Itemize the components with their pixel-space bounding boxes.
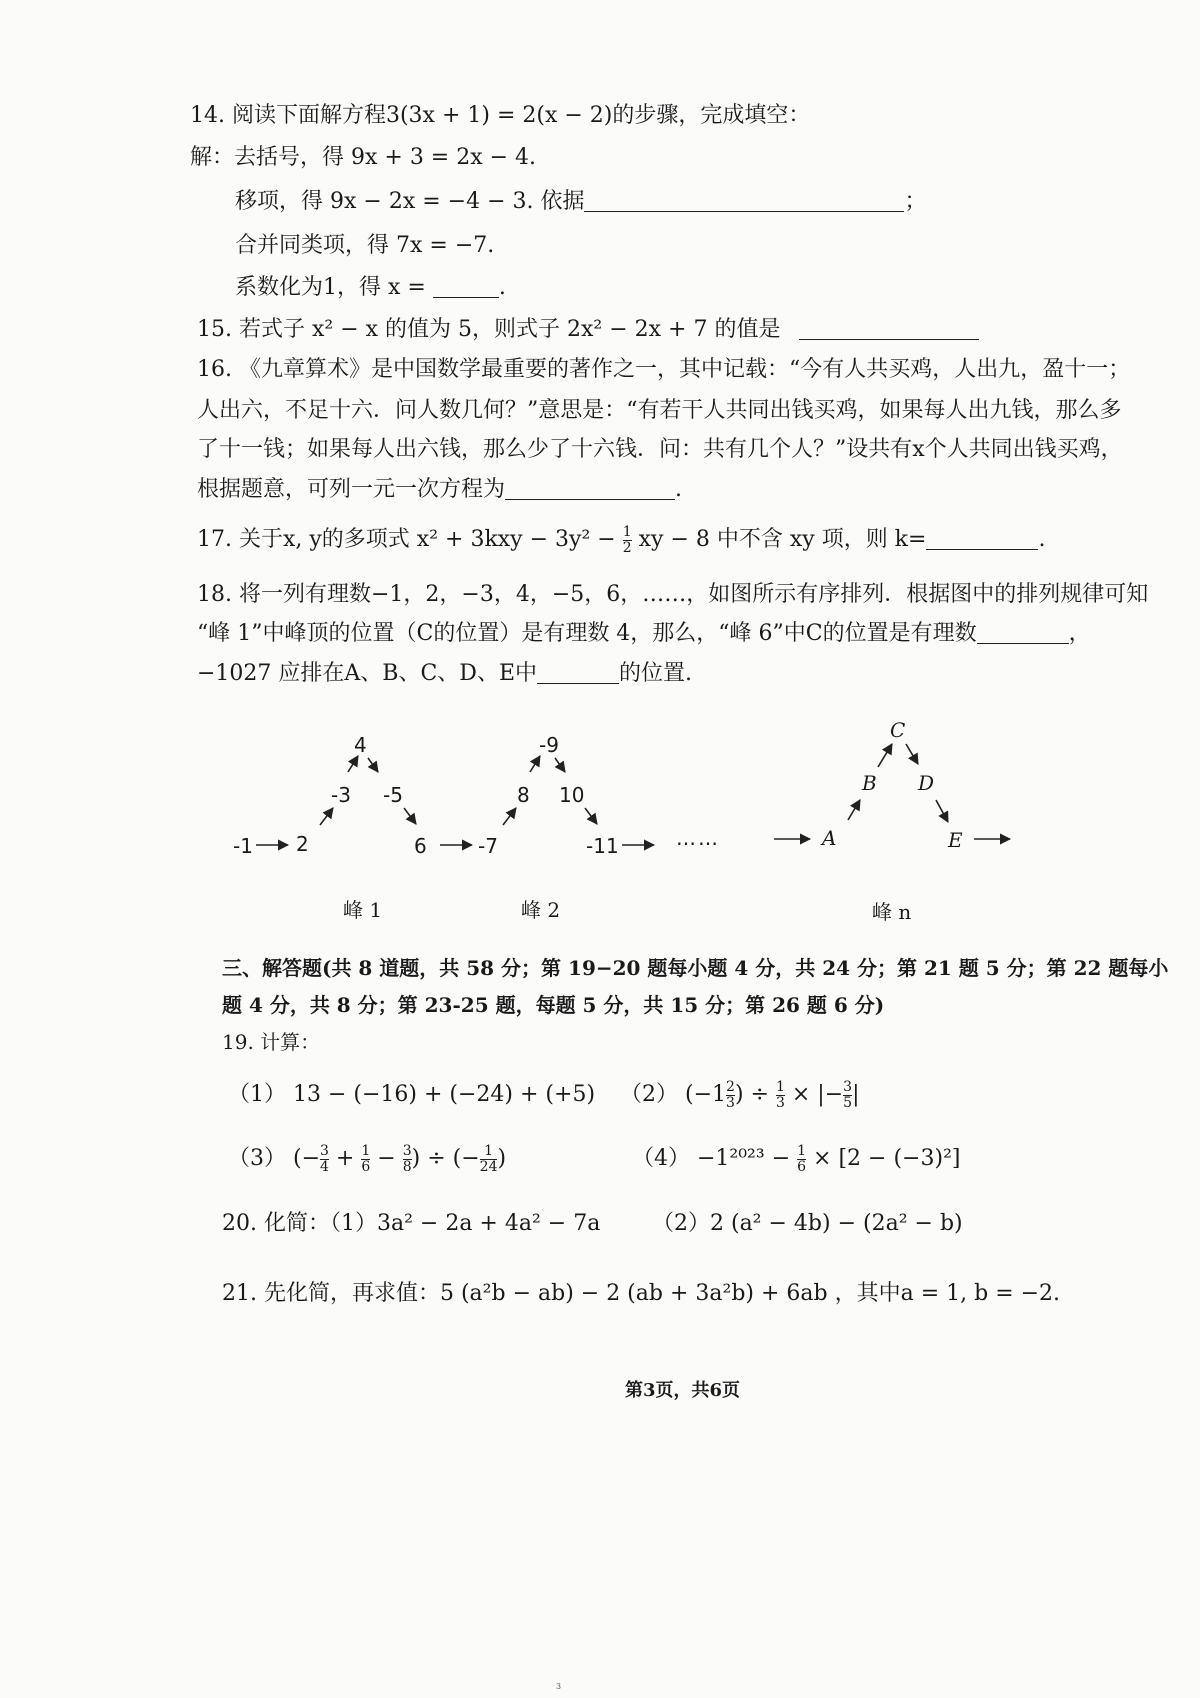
peak2-val-2: 8 (517, 783, 530, 807)
q15-text: 15. 若式子 x² − x 的值为 5，则式子 2x² − 2x + 7 的值是 (197, 317, 781, 342)
q17-fraction (623, 525, 632, 556)
q14-blank-x[interactable] (433, 277, 499, 298)
arrow (320, 808, 333, 825)
q17-blank[interactable] (926, 529, 1038, 550)
frac: $\frac{1}{6}$ (361, 1142, 371, 1175)
q19-part4-pre: （4） −1²⁰²³ − (632, 1146, 798, 1171)
arrow (368, 758, 378, 772)
peak2-val-4: 10 (559, 783, 585, 807)
q16-line4-end: . (675, 477, 683, 502)
q14-line2-text: 移项，得 9x − 2x = −4 − 3. 依据 (235, 189, 585, 214)
q14-line4-end: . (498, 275, 506, 300)
peak1-val-6: 6 (414, 834, 427, 858)
page-mark: 3 (556, 1682, 562, 1691)
arrow (404, 808, 416, 824)
arrow (878, 744, 892, 767)
q16-line2: 人出六，不足十六．问人数几何？”意思是：“有若干人共同出钱买鸡，如果每人出九钱，那么多 (197, 398, 1122, 423)
arrow (348, 756, 358, 772)
peak-diagram (0, 700, 1200, 920)
q14-line3: 合并同类项，得 7x = −7. (235, 233, 495, 258)
ellipsis: …… (676, 826, 720, 850)
q17-line (197, 524, 1045, 556)
peakn-d: D (918, 771, 935, 795)
q19-part3-pre: （3） (228, 1146, 286, 1171)
peak2-val-5: -11 (586, 834, 619, 858)
arrow (585, 808, 597, 824)
q20-part1: 20. 化简：（1）3a² − 2a + 4a² − 7a (222, 1211, 601, 1236)
q19-part1: （1） 13 − (−16) + (−24) + (+5) (228, 1082, 596, 1107)
q14-line2 (235, 186, 927, 218)
q19-part4-post: × [2 − (−3)²] (813, 1146, 961, 1171)
q19-title: 19. 计算： (222, 1030, 321, 1054)
peak1-val-3: -3 (331, 783, 351, 807)
peak1-val-1: -1 (233, 834, 253, 858)
peak1-val-5: -5 (383, 783, 403, 807)
q15-line (197, 314, 979, 346)
peakn-e: E (948, 828, 963, 852)
peakn-b: B (862, 771, 877, 795)
q19-part3: （3） (− $\frac{3}{4}$ + $\frac{1}{6}$ − $\frac{3}{8}$ ) ÷ (− $\frac{1}{24}$ ) (228, 1142, 507, 1175)
arrow (906, 744, 918, 764)
q15-blank[interactable] (799, 319, 979, 340)
q18-blank-pos[interactable] (537, 663, 619, 684)
q18-line3 (197, 658, 692, 690)
q16-blank[interactable] (505, 479, 675, 500)
arrow (555, 758, 565, 772)
q17-end: . (1038, 527, 1046, 552)
caption-peak2: 峰 2 (521, 898, 561, 922)
q19-part4 (632, 1143, 960, 1175)
arrow (503, 808, 516, 825)
caption-peak1: 峰 1 (343, 898, 383, 922)
q17-post: xy − 8 中不含 xy 项，则 k= (638, 527, 927, 552)
q17-frac-num: 1 (622, 523, 632, 540)
peakn-c: C (890, 718, 906, 742)
q18-line3-end: 的位置. (619, 661, 693, 686)
peak1-val-2: 2 (296, 832, 309, 856)
q17-pre: 17. 关于x, y的多项式 x² + 3kxy − 3y² − (197, 527, 616, 552)
frac: $\frac{3}{4}$ (320, 1142, 329, 1175)
frac: $\frac{3}{8}$ (402, 1142, 412, 1175)
q19-part2: （2） (−1 $\frac{2}{3}$ ) ÷ $\frac{1}{3}$ × |− $\frac{3}{5}$ | (620, 1078, 860, 1111)
q16-line3: 了十一钱；如果每人出六钱，那么少了十六钱．问：共有几个人？”设共有x个人共同出钱买鸡， (197, 437, 1123, 462)
peak1-val-4: 4 (354, 733, 367, 757)
q14-line1: 解：去括号，得 9x + 3 = 2x − 4. (190, 145, 537, 170)
arrow (936, 800, 948, 822)
frac: $\frac{1}{3}$ (775, 1078, 785, 1111)
q16-line1: 16. 《九章算术》是中国数学最重要的著作之一，其中记载：“今有人共买鸡，人出九，盈十一； (197, 357, 1131, 382)
q18-line2-end: ， (1068, 621, 1091, 646)
q16-line4 (197, 474, 682, 506)
q18-line1: 18. 将一列有理数−1，2，−3，4，−5，6，……，如图所示有序排列．根据图中的排列规律可知 (197, 582, 1149, 607)
section3-line2: 题 4 分，共 8 分；第 23-25 题，每题 5 分，共 15 分；第 26 题 6 分) (222, 993, 885, 1017)
peak2-val-1: -7 (478, 834, 498, 858)
q14-blank-reason[interactable] (584, 191, 904, 212)
arrow (530, 756, 540, 772)
q18-line2-text: “峰 1”中峰顶的位置（C的位置）是有理数 4，那么，“峰 6”中C的位置是有理数 (197, 621, 977, 646)
q17-frac-den: 2 (622, 539, 632, 556)
section3-line1: 三、解答题(共 8 道题，共 58 分；第 19−20 题每小题 4 分，共 24 分；第 21 题 5 分；第 22 题每小 (222, 956, 1169, 980)
arrow (848, 800, 860, 820)
peak2-val-3: -9 (539, 733, 559, 757)
q20-part2: （2）2 (a² − 4b) − (2a² − b) (652, 1211, 963, 1236)
q18-line2 (197, 618, 1091, 650)
frac: $\frac{3}{5}$ (843, 1078, 853, 1111)
q18-line3-text: −1027 应排在A、B、C、D、E中 (197, 661, 538, 686)
frac: $\frac{2}{3}$ (726, 1078, 735, 1111)
frac: $\frac{1}{6}$ (797, 1142, 807, 1175)
peakn-a: A (822, 826, 837, 850)
caption-peakn: 峰 n (872, 900, 912, 924)
q16-line4-text: 根据题意，可列一元一次方程为 (197, 477, 506, 502)
q14-title: 14. 阅读下面解方程3(3x + 1) = 2(x − 2)的步骤，完成填空： (190, 103, 811, 128)
q19-part2-pre: （2） (−1 (620, 1082, 727, 1107)
q14-line4-text: 系数化为1，得 x = (235, 275, 433, 300)
q14-line4 (235, 272, 506, 304)
q21-line: 21. 先化简，再求值：5 (a²b − ab) − 2 (ab + 3a²b) + 6ab ，其中a = 1, b = −2. (222, 1281, 1061, 1306)
page-footer: 第3页，共6页 (625, 1380, 741, 1401)
frac: $\frac{1}{24}$ (479, 1142, 498, 1175)
q18-blank-c[interactable] (977, 623, 1069, 644)
q14-line2-end: ； (904, 189, 927, 214)
